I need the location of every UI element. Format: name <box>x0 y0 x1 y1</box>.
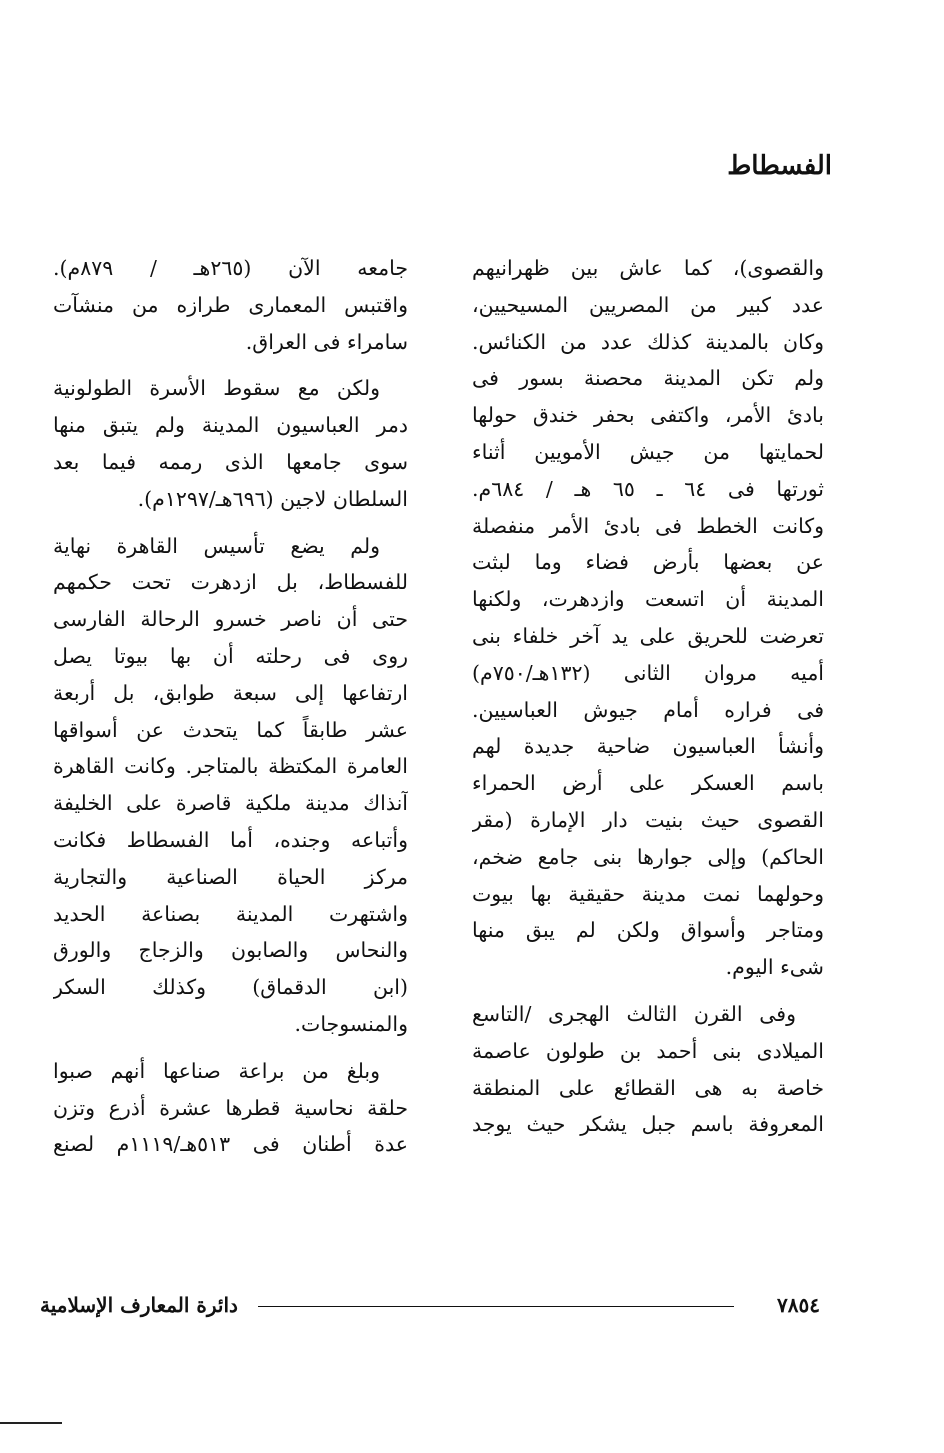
text-line: آنذاك مدينة ملكية قاصرة على الخليفة <box>53 791 408 816</box>
text-line: جامعه الآن (٢٦٥هـ / ٨٧٩م). <box>53 256 408 280</box>
text-line: ثورتها فى ٦٤ ـ ٦٥ هـ / ٦٨٤م. <box>472 476 824 501</box>
text-line: عدة أطنان فى ٥١٣هـ/١١١٩م لصنع <box>53 1132 408 1157</box>
text-line: وأتباعه وجنده، أما الفسطاط فكانت <box>53 827 408 852</box>
text-line: السلطان لاجين (٦٩٦هـ/١٢٩٧م). <box>137 486 408 511</box>
text-line: والقصوى)، كما عاش بين ظهرانيهم <box>472 256 824 280</box>
text-line: ولكن مع سقوط الأسرة الطولونية <box>53 376 380 401</box>
text-line: وبلغ من براعة صناعها أنهم صبوا <box>53 1058 380 1083</box>
paragraph-gap <box>53 518 408 528</box>
paragraph-gap <box>53 360 408 370</box>
text-line: حتى أن ناصر خسرو الرحالة الفارسى <box>53 607 408 632</box>
text-line: ولم تكن المدينة محصنة بسور فى <box>472 366 824 391</box>
footer-publication-title: دائرة المعارف الإسلامية <box>40 1293 238 1317</box>
text-line: عن بعضها بأرض فضاء وما لبثت <box>472 550 824 575</box>
text-line: المدينة أن اتسعت وازدهرت، ولكنها <box>472 587 824 612</box>
text-line: شىء اليوم. <box>725 955 824 980</box>
text-line: خاصة به هى القطائع على المنطقة <box>472 1075 824 1100</box>
scan-edge-mark <box>0 1422 62 1424</box>
text-line: والنحاس والصابون والزجاج والورق <box>53 938 408 963</box>
paragraph-gap <box>53 1043 408 1053</box>
running-head: الفسطاط <box>727 151 832 181</box>
left-column-paragraph <box>53 528 408 1043</box>
text-line: روى فى رحلته أن بها بيوتا يصل <box>53 643 408 668</box>
text-line: للفسطاط، بل ازدهرت تحت حكمهم <box>53 570 408 595</box>
right-column-paragraph <box>472 996 824 1143</box>
page-footer <box>40 1290 820 1320</box>
paragraph-gap <box>472 986 824 996</box>
text-line: وفى القرن الثالث الهجرى /التاسع <box>472 1001 796 1026</box>
text-line: وكانت الخطط فى بادئ الأمر منفصلة <box>472 513 824 538</box>
text-line: الحاكم) وإلى جوارها بنى جامع ضخم، <box>472 844 824 869</box>
text-line: العامرة المكتظة بالمتاجر. وكانت القاهرة <box>53 754 408 779</box>
text-column-left <box>53 250 408 1163</box>
text-line: والمنسوجات. <box>294 1011 408 1036</box>
left-column-paragraph <box>53 370 408 517</box>
text-column-right <box>472 250 824 1143</box>
text-line: مركز الحياة الصناعية والتجارية <box>53 864 408 889</box>
text-line: لحمايتها من جيش الأمويين أثناء <box>472 439 824 464</box>
text-line: واقتبس المعمارى طرازه من منشآت <box>53 292 408 317</box>
text-line: المعروفة باسم جبل يشكر حيث يوجد <box>472 1112 824 1137</box>
text-line: القصوى حيث بنيت دار الإمارة (مقر <box>472 807 824 832</box>
text-line: ارتفاعها إلى سبعة طوابق، بل أربعة <box>53 680 408 705</box>
text-line: حلقة نحاسية قطرها عشرة أذرع وتزن <box>53 1095 408 1120</box>
text-line: وأنشأ العباسيون ضاحية جديدة لهم <box>472 734 824 759</box>
text-line: فى فراره أمام جيوش العباسيين. <box>472 697 824 722</box>
right-column-paragraph <box>472 250 824 986</box>
text-line: باسم العسكر على أرض الحمراء <box>472 771 824 796</box>
text-line: أميه مروان الثانى (١٣٢هـ/٧٥٠م) <box>472 660 824 685</box>
text-line: عدد كبير من المصريين المسيحيين، <box>472 292 824 317</box>
text-line: تعرضت للحريق على يد آخر خلفاء بنى <box>472 623 824 648</box>
left-column-paragraph <box>53 1053 408 1163</box>
text-line: واشتهرت المدينة بصناعة الحديد <box>53 901 408 926</box>
text-line: عشر طابقاً كما يتحدث عن أسواقها <box>53 717 408 742</box>
footer-rule <box>258 1306 734 1307</box>
text-line: ومتاجر وأسواق ولكن لم يبق منها <box>472 918 824 943</box>
page-number: ٧٨٥٤ <box>777 1293 820 1317</box>
text-line: وكان بالمدينة كذلك عدد من الكنائس. <box>472 329 824 354</box>
text-line: وحولهما نمت مدينة حقيقية بها بيوت <box>472 881 824 906</box>
text-line: الميلادى بنى أحمد بن طولون عاصمة <box>472 1038 824 1063</box>
text-line: دمر العباسيون المدينة ولم يتبق منها <box>53 413 408 438</box>
text-line: سامراء فى العراق. <box>245 329 408 354</box>
text-line: بادئ الأمر، واكتفى بحفر خندق حولها <box>472 403 824 428</box>
text-line: (ابن الدقماق) وكذلك السكر <box>53 975 408 1000</box>
text-line: سوى جامعها الذى رممه فيما بعد <box>53 449 408 474</box>
left-column-paragraph <box>53 250 408 360</box>
text-line: ولم يضع تأسيس القاهرة نهاية <box>53 533 380 558</box>
